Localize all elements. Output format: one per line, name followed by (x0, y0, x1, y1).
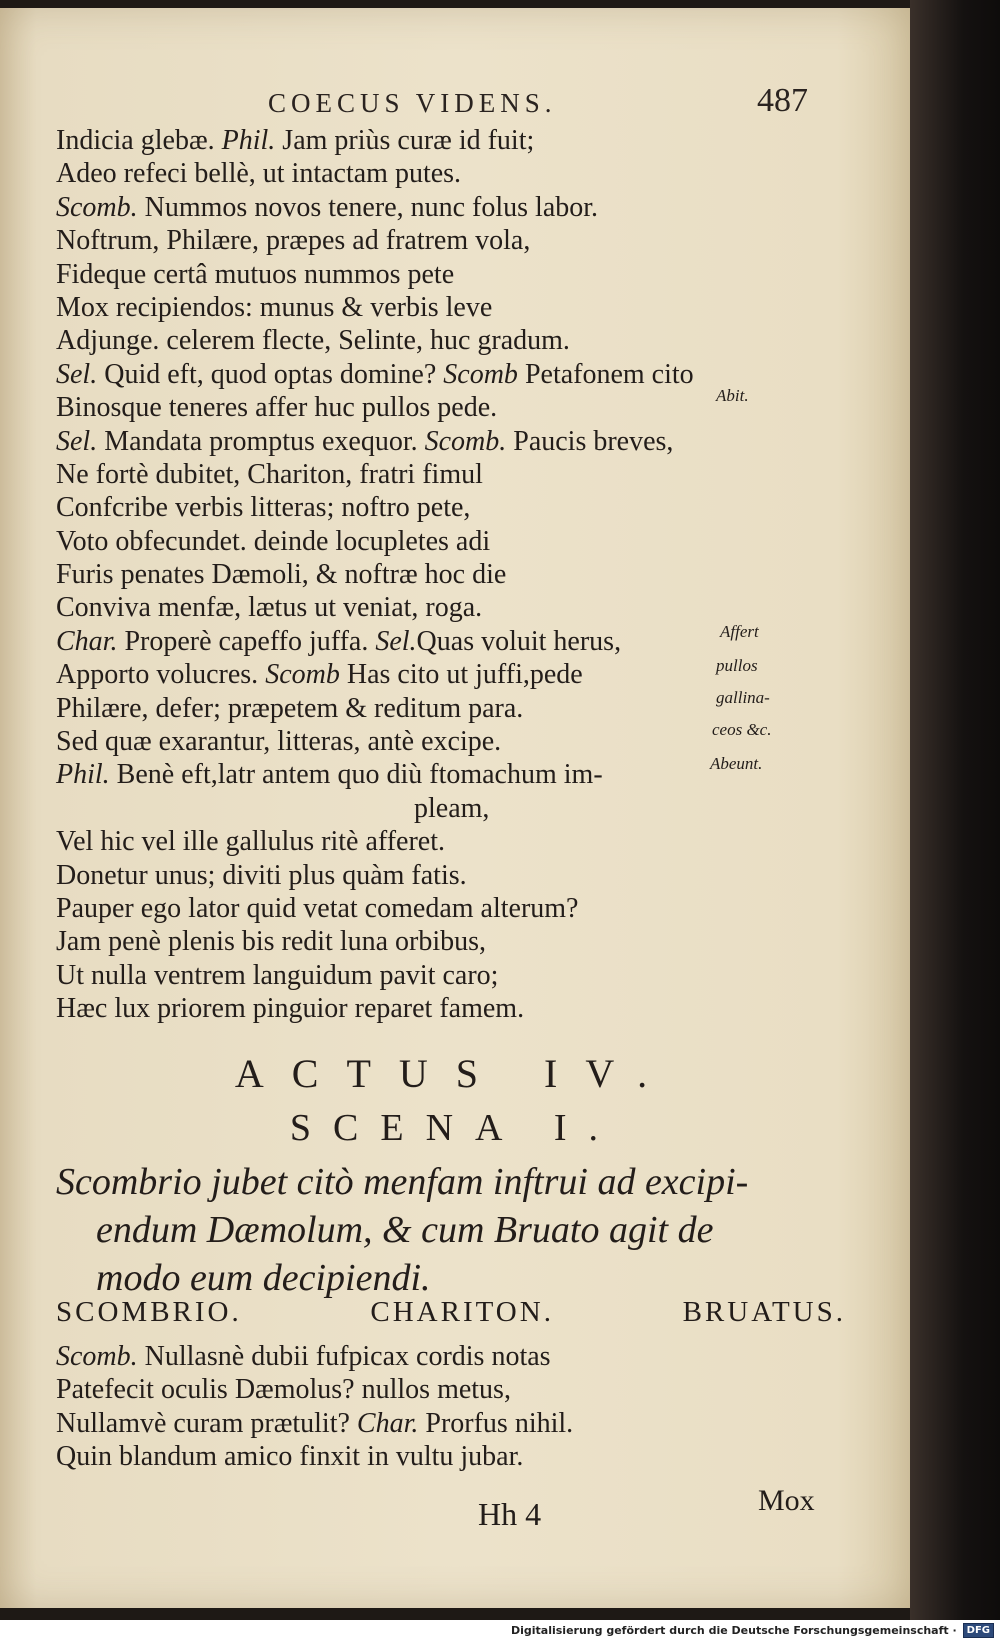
verse-text: pleam, (414, 792, 490, 824)
verse-line (56, 725, 916, 758)
verse-line (56, 625, 916, 658)
argument-line: Scombrio jubet citò menfam inftrui ad excipi- (56, 1161, 749, 1203)
verse-text: Donetur unus; diviti plus quàm fatis. (56, 859, 467, 891)
verse-line (56, 458, 916, 491)
verse-text: Noftrum, Philære, præpes ad fratrem vola, (56, 225, 531, 257)
book-page (0, 8, 912, 1608)
verse-text: Mox recipiendos: munus & verbis leve (56, 291, 493, 323)
verse-text: Binosque teneres affer huc pullos pede. (56, 392, 498, 424)
verse-line (56, 391, 916, 424)
verse-text: Nullamvè curam prætulit? (56, 1407, 357, 1439)
signature-mark: Hh 4 (478, 1496, 542, 1532)
stage-direction-affert: Affert (720, 622, 759, 641)
verse-text: Fideque certâ mutuos nummos pete (56, 258, 455, 290)
verse-line (56, 425, 916, 458)
verse-text: Vel hic vel ille gallulus ritè afferet. (56, 826, 446, 858)
verse-text: Quas voluit herus, (416, 625, 622, 657)
verse-line (56, 1440, 876, 1473)
scene-heading: SCENA I. (289, 1107, 621, 1149)
speaker-label: Sel. (375, 625, 417, 657)
verse-line (56, 1373, 876, 1406)
page-header (0, 80, 910, 130)
speaker-label: Sel. (56, 425, 98, 457)
verse-text: Petafonem cito (517, 358, 694, 390)
verse-line (56, 558, 916, 591)
verse-line (56, 658, 916, 691)
verse-line (56, 525, 916, 558)
argument-line: modo eum decipiendi. (96, 1257, 431, 1299)
verse-line (56, 358, 916, 391)
verse-text: Quin blandum amico finxit in vultu jubar. (56, 1441, 524, 1473)
verse-text: Ut nulla ventrem languidum pavit caro; (56, 959, 499, 991)
dramatis-personae (56, 1296, 846, 1329)
speaker-label: Char. (56, 625, 118, 657)
dfg-logo: DFG (963, 1623, 994, 1638)
speaker-label: Phil. (221, 125, 276, 156)
stage-direction-affert-2: pullos (716, 656, 758, 675)
verse-line (56, 124, 916, 157)
verse-text: Patefecit oculis Dæmolus? nullos metus, (56, 1374, 511, 1406)
scan-background (910, 0, 1000, 1640)
verse-text: Philære, defer; præpetem & reditum para. (56, 692, 524, 724)
verse-line (56, 825, 916, 858)
verse-text: Benè eft,latr antem quo diù ftomachum im- (109, 759, 603, 791)
verse-text: Jam priùs curæ id fuit; (275, 125, 535, 156)
verse-text: Apporto volucres. (56, 659, 266, 691)
verse-line (56, 1340, 876, 1373)
persona-name: BRUATUS. (682, 1296, 846, 1328)
persona-name: CHARITON. (370, 1296, 554, 1328)
verse-line (56, 859, 916, 892)
verse-text: Quid eft, quod optas domine? (97, 358, 444, 390)
verse-line (56, 692, 916, 725)
speaker-label: Sel. (56, 358, 98, 390)
verse-line (56, 758, 916, 791)
verse-text: Properè capeffo juffa. (117, 625, 376, 657)
verse-line (56, 491, 916, 524)
running-title: COECUS VIDENS. (268, 88, 557, 118)
verse-line (56, 258, 916, 291)
act-heading: ACTUS IV. (234, 1051, 676, 1096)
funding-notice: Digitalisierung gefördert durch die Deutsche Forschungsgemeinschaft · (510, 1623, 957, 1637)
verse-text: Hæc lux priorem pinguior reparet famem. (56, 993, 525, 1025)
verse-text: Ne fortè dubitet, Chariton, fratri fimul (56, 458, 483, 490)
verse-line (56, 224, 916, 257)
verse-text: Confcribe verbis litteras; noftro pete, (56, 492, 471, 524)
speaker-label: Scomb. (56, 191, 138, 223)
catchword: Mox (758, 1484, 815, 1517)
stage-direction-abeunt: Abeunt. (710, 754, 763, 773)
verse-line (56, 792, 916, 825)
stage-direction-affert-4: ceos &c. (712, 720, 772, 739)
verse-line (56, 324, 916, 357)
stage-direction-abit: Abit. (716, 386, 749, 405)
verse-line (56, 892, 916, 925)
speaker-label: Char. (356, 1407, 419, 1439)
verse-text: Prorfus nihil. (418, 1407, 574, 1439)
verse-text: Conviva menfæ, lætus ut veniat, roga. (56, 592, 483, 624)
verse-block (56, 124, 916, 1026)
speaker-label: Scomb (265, 659, 340, 691)
verse-text: Nullasnè dubii fufpicax cordis notas (137, 1341, 551, 1372)
speaker-label: Scomb. (56, 1341, 138, 1372)
verse-line (56, 1407, 876, 1440)
verse-text: Jam penè plenis bis redit luna orbibus, (56, 926, 487, 958)
verse-line (56, 191, 916, 224)
digitization-footer (0, 1620, 1000, 1640)
verse-text: Adeo refeci bellè, ut intactam putes. (56, 158, 462, 190)
verse-text: Sed quæ exarantur, litteras, antè excipe. (56, 726, 502, 758)
speaker-label: Scomb (443, 358, 518, 390)
verse-text: Paucis breves, (506, 425, 674, 457)
stage-direction-affert-3: gallina- (716, 688, 770, 707)
verse-line (56, 157, 916, 190)
verse-line (56, 591, 916, 624)
speaker-label: Phil. (56, 759, 110, 791)
argument-line: endum Dæmolum, & cum Bruato agit de (96, 1209, 714, 1251)
verse-text: Pauper ego lator quid vetat comedam alterum? (56, 892, 579, 924)
speaker-label: Scomb. (424, 425, 507, 457)
verse-text: Adjunge. celerem flecte, Selinte, huc gradum. (56, 325, 570, 357)
verse-text: Indicia glebæ. (56, 125, 222, 156)
page-number: 487 (757, 82, 808, 119)
verse-text: Nummos novos tenere, nunc folus labor. (137, 191, 599, 223)
verse-text: Voto obfecundet. deinde locupletes adi (56, 525, 491, 557)
verse-text: Has cito ut juffi,pede (339, 659, 583, 691)
verse-text: Furis penates Dæmoli, & noftræ hoc die (56, 559, 507, 591)
verse-line (56, 959, 916, 992)
scene-verse-block (56, 1340, 876, 1474)
verse-line (56, 291, 916, 324)
verse-text: Mandata promptus exequor. (97, 425, 425, 457)
verse-line (56, 925, 916, 958)
persona-name: SCOMBRIO. (56, 1296, 242, 1328)
scene-argument (56, 1158, 836, 1302)
verse-line (56, 992, 916, 1025)
